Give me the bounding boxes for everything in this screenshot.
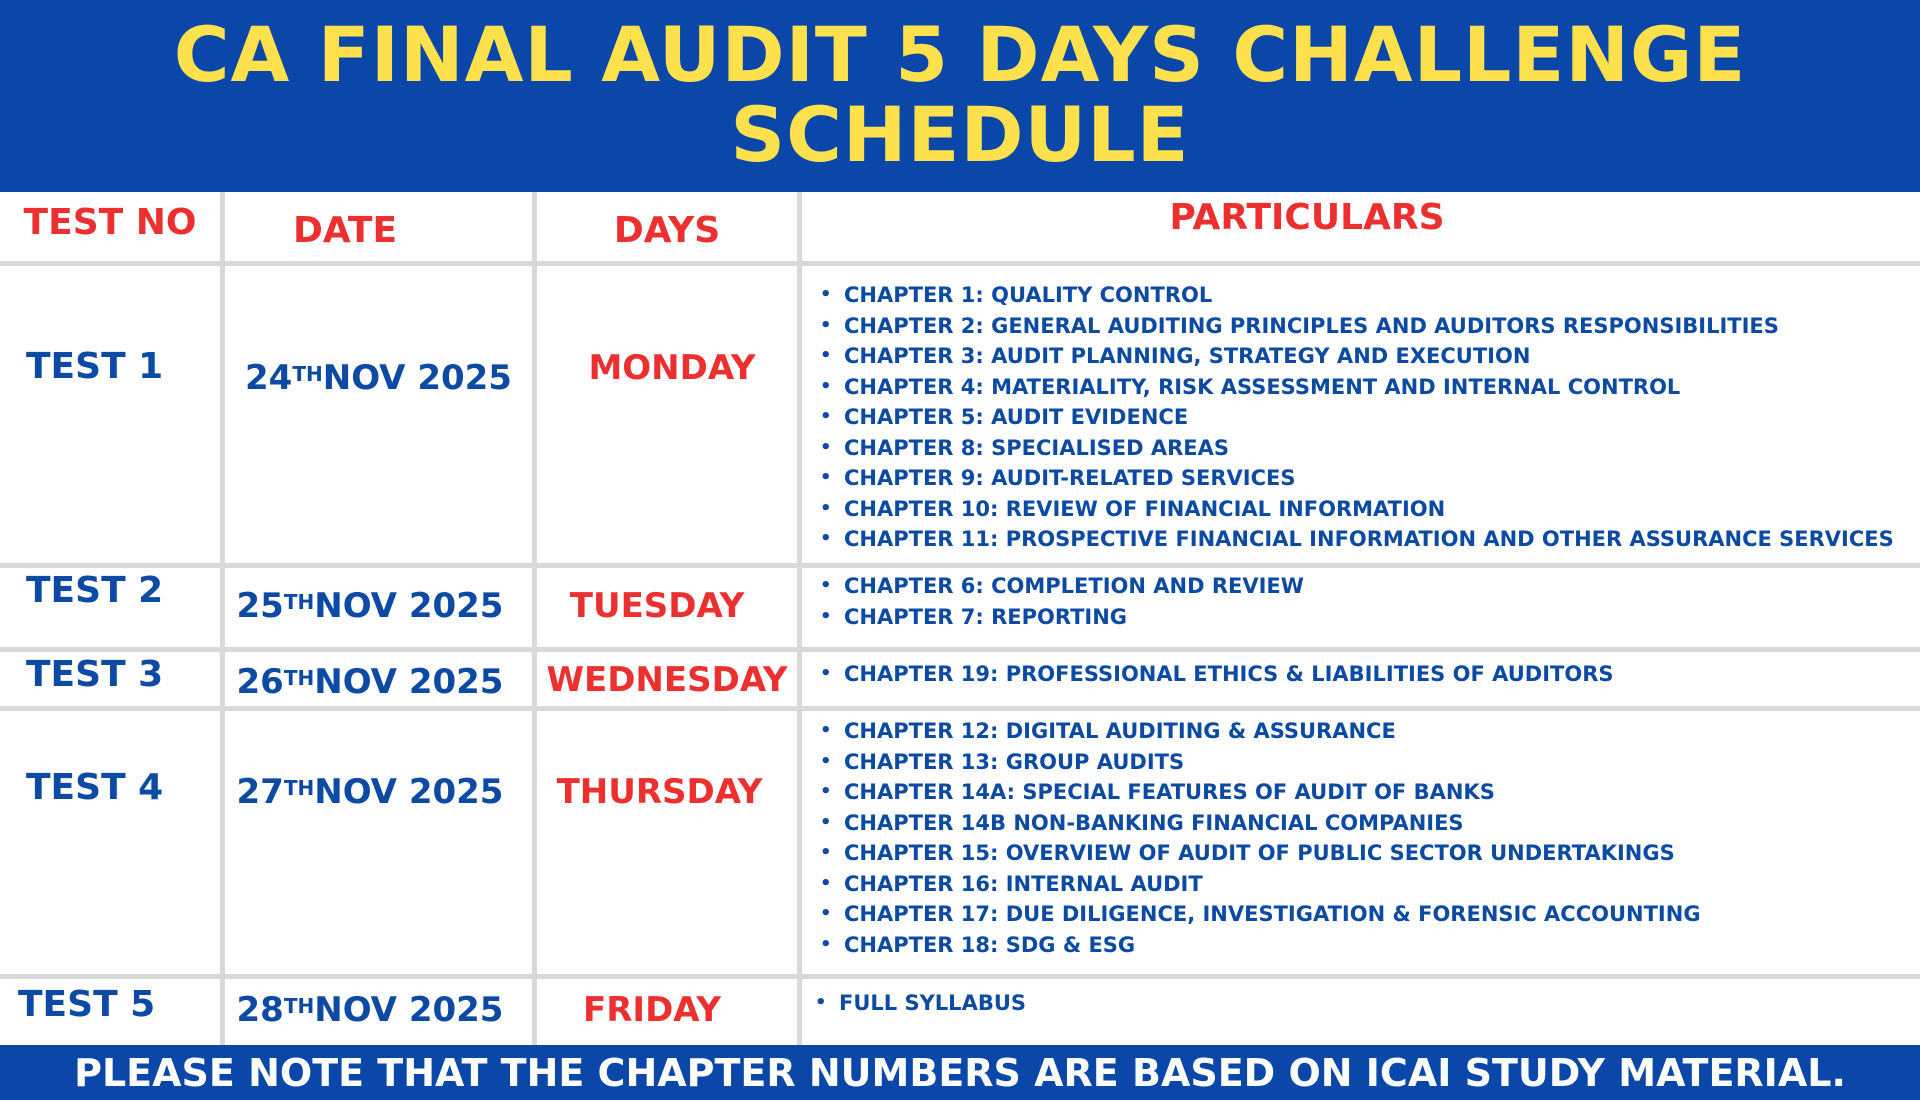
test-weekday: THURSDAY xyxy=(556,772,763,812)
title-line-2: SCHEDULE xyxy=(730,90,1190,179)
list-item: • CHAPTER 14A: SPECIAL FEATURES OF AUDIT OF BANKS xyxy=(820,777,1701,808)
list-item: • CHAPTER 19: PROFESSIONAL ETHICS & LIABILITIES OF AUDITORS xyxy=(820,659,1614,690)
list-item: • CHAPTER 18: SDG & ESG xyxy=(820,930,1701,961)
list-item: • FULL SYLLABUS xyxy=(815,988,1026,1019)
list-item: • CHAPTER 14B NON-BANKING FINANCIAL COMPANIES xyxy=(820,808,1701,839)
test-number: TEST 4 xyxy=(26,766,164,808)
test-weekday: WEDNESDAY xyxy=(546,660,788,700)
column-header-date: DATE xyxy=(292,209,398,251)
list-item: • CHAPTER 8: SPECIALISED AREAS xyxy=(820,433,1894,464)
list-item: • CHAPTER 17: DUE DILIGENCE, INVESTIGATION & FORENSIC ACCOUNTING xyxy=(820,899,1701,930)
footer-note: PLEASE NOTE THAT THE CHAPTER NUMBERS ARE BASED ON ICAI STUDY MATERIAL. xyxy=(0,1045,1920,1100)
particulars-list xyxy=(820,659,1614,690)
list-item: • CHAPTER 16: INTERNAL AUDIT xyxy=(820,869,1701,900)
list-item: • CHAPTER 1: QUALITY CONTROL xyxy=(820,280,1894,311)
test-date: 25 $^{TH}$ NOV 2025 xyxy=(236,586,504,626)
list-item: • CHAPTER 5: AUDIT EVIDENCE xyxy=(820,402,1894,433)
list-item: • CHAPTER 12: DIGITAL AUDITING & ASSURANCE xyxy=(820,716,1701,747)
list-item: • CHAPTER 10: REVIEW OF FINANCIAL INFORMATION xyxy=(820,494,1894,525)
particulars-list xyxy=(815,988,1026,1019)
title-line-1: CA FINAL AUDIT 5 DAYS CHALLENGE xyxy=(173,10,1747,99)
row-divider xyxy=(0,647,1920,652)
test-number: TEST 5 xyxy=(18,983,156,1025)
particulars-list xyxy=(820,280,1894,555)
list-item: • CHAPTER 9: AUDIT-RELATED SERVICES xyxy=(820,463,1894,494)
test-number: TEST 1 xyxy=(26,345,164,387)
row-divider xyxy=(0,706,1920,711)
schedule-table xyxy=(0,192,1920,1045)
list-item: • CHAPTER 2: GENERAL AUDITING PRINCIPLES AND AUDITORS RESPONSIBILITIES xyxy=(820,311,1894,342)
row-divider xyxy=(0,563,1920,568)
list-item: • CHAPTER 4: MATERIALITY, RISK ASSESSMENT AND INTERNAL CONTROL xyxy=(820,372,1894,403)
column-header-test-no: TEST NO xyxy=(23,201,197,243)
test-date: 24 $^{TH}$ NOV 2025 xyxy=(245,358,512,398)
page-title xyxy=(0,0,1920,192)
test-number: TEST 3 xyxy=(26,653,164,695)
column-header-particulars: PARTICULARS xyxy=(1169,196,1445,238)
list-item: • CHAPTER 11: PROSPECTIVE FINANCIAL INFORMATION AND OTHER ASSURANCE SERVICES xyxy=(820,524,1894,555)
list-item: • CHAPTER 3: AUDIT PLANNING, STRATEGY AND EXECUTION xyxy=(820,341,1894,372)
list-item: • CHAPTER 13: GROUP AUDITS xyxy=(820,747,1701,778)
column-header-days: DAYS xyxy=(613,209,721,251)
row-divider xyxy=(0,974,1920,979)
test-date: 26 $^{TH}$ NOV 2025 xyxy=(236,662,504,702)
particulars-list xyxy=(820,571,1304,632)
list-item: • CHAPTER 7: REPORTING xyxy=(820,602,1304,633)
list-item: • CHAPTER 6: COMPLETION AND REVIEW xyxy=(820,571,1304,602)
row-divider xyxy=(0,261,1920,266)
test-weekday: FRIDAY xyxy=(583,990,721,1030)
list-item: • CHAPTER 15: OVERVIEW OF AUDIT OF PUBLIC SECTOR UNDERTAKINGS xyxy=(820,838,1701,869)
test-weekday: MONDAY xyxy=(588,348,756,388)
test-weekday: TUESDAY xyxy=(569,586,745,626)
particulars-list xyxy=(820,716,1701,960)
test-date: 27 $^{TH}$ NOV 2025 xyxy=(236,772,504,812)
test-number: TEST 2 xyxy=(26,569,164,611)
test-date: 28 $^{TH}$ NOV 2025 xyxy=(236,990,504,1030)
